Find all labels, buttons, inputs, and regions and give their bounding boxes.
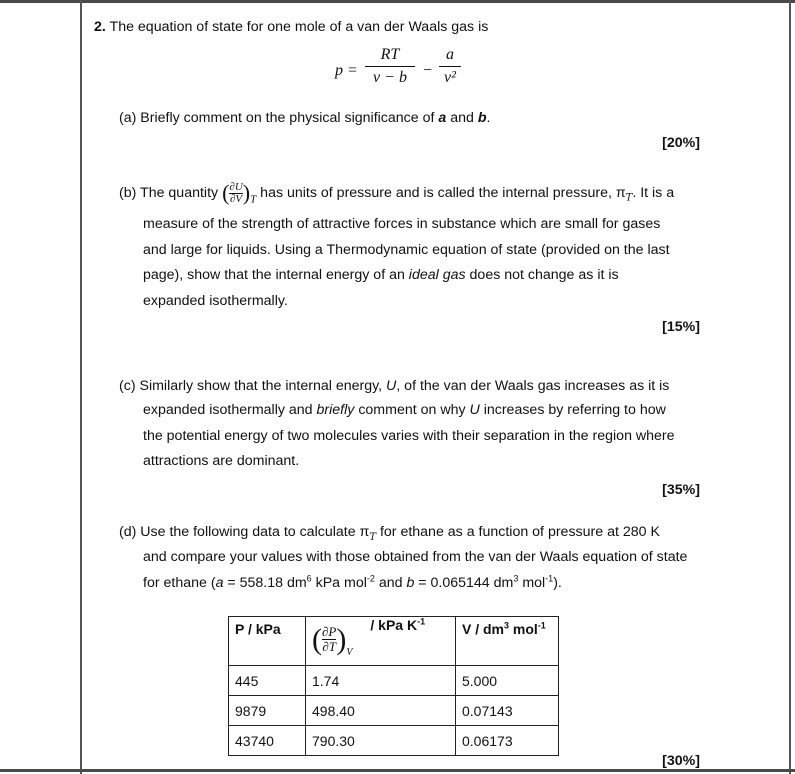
part-b-line1: (b) The quantity $(\frac{\partial U}{\partial V})T$ has units of pressure and is called the internal pressure, $\pi_T$. It is a (119, 180, 675, 206)
header-volume: V / $dm^3$ mol$^{-1}$ (456, 617, 559, 666)
page-border-bottom (0, 769, 795, 772)
equation-minus: − (423, 62, 433, 79)
header-pressure: P / kPa (229, 617, 306, 666)
cell-volume: 0.06173 (456, 726, 559, 756)
term2-numerator: a (446, 46, 454, 63)
cell-volume: 0.07143 (456, 696, 559, 726)
van-der-waals-equation (335, 46, 475, 102)
cell-dpdt: 1.74 (306, 666, 456, 696)
part-a-text: (a) Briefly comment on the physical significance of a and b. (119, 110, 491, 126)
table-header-row (229, 617, 559, 666)
page-border-right (789, 0, 791, 774)
part-c-line1: (c) Similarly show that the internal energy, U, of the van der Waals gas increases as it is (119, 378, 670, 394)
question-title (94, 19, 488, 35)
part-a-mark: [20%] (662, 135, 700, 151)
ethane-data-table (228, 616, 559, 756)
equation-term2 (439, 46, 461, 87)
part-d-body: and compare your values with those obtained from the van der Waals equation of state for ethane (a = 558.18 $dm^6$ kPa mol$^{-2}$ and b = 0.065144 $dm^3$ mol$^{-1}$). (143, 549, 688, 591)
part-b-mark: [15%] (662, 319, 700, 335)
internal-pressure-derivative: $(\frac{\partial U}{\partial V})T$ (222, 180, 257, 206)
question-text: The equation of state for one mole of a van der Waals gas is (109, 19, 489, 35)
cell-pressure: 43740 (229, 726, 306, 756)
cell-pressure: 445 (229, 666, 306, 696)
symbol-a: a (438, 110, 447, 126)
part-b-body: measure of the strength of attractive forces in substance which are small for gases and large for liquids. Using a Thermodynamic equation of state (provided on the last page), show that the internal energy of an ideal gas does not change as it is expanded isothermally. (143, 216, 670, 309)
term2-denominator: v² (444, 69, 456, 86)
part-c-mark: [35%] (662, 482, 700, 498)
page-border-left (80, 0, 82, 774)
term1-denominator: v − b (373, 69, 407, 86)
cell-volume: 5.000 (456, 666, 559, 696)
cell-pressure: 9879 (229, 696, 306, 726)
part-d-mark: [30%] (662, 753, 700, 769)
cell-dpdt: 790.30 (306, 726, 456, 756)
table-row (229, 666, 559, 696)
part-b-label: (b) The quantity (119, 184, 219, 201)
question-number: 2. (94, 19, 106, 35)
page-border-top (0, 0, 795, 3)
header-dpdt: $(\frac{\partial P}{\partial T})_V$ / kPa $K^{-1}$ (306, 617, 456, 666)
equation-lhs: p = (335, 62, 358, 79)
part-d-line1: (d) Use the following data to calculate $\pi_T$ for ethane as a function of pressure at 280 K (119, 524, 660, 543)
part-c-body: expanded isothermally and briefly comment on why U increases by referring to how the potential energy of two molecules varies with their separation in the region where attractions are dominant. (143, 402, 675, 469)
equation-term1 (365, 46, 415, 87)
table-row (229, 726, 559, 756)
term1-numerator: RT (380, 46, 400, 63)
table-row (229, 696, 559, 726)
symbol-b: b (477, 110, 487, 126)
cell-dpdt: 498.40 (306, 696, 456, 726)
